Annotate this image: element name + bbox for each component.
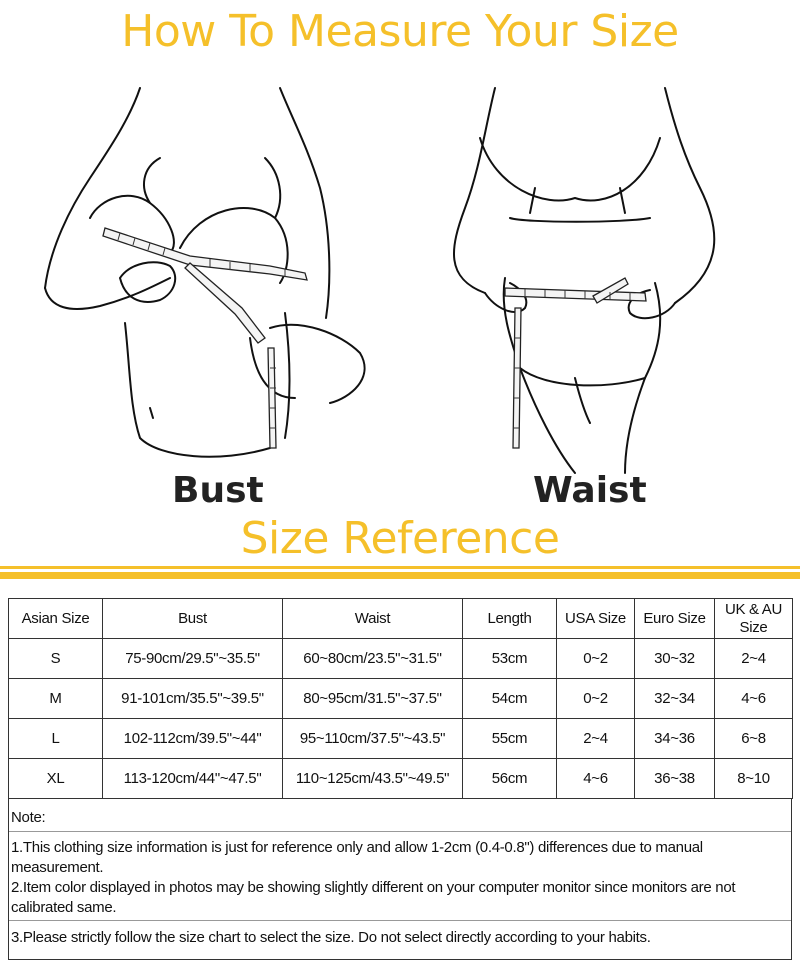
- table-cell: 110~125cm/43.5"~49.5": [283, 759, 463, 799]
- table-cell: 75-90cm/29.5"~35.5": [103, 639, 283, 679]
- table-cell: 8~10: [715, 759, 793, 799]
- table-cell: 54cm: [463, 679, 557, 719]
- column-header: UK & AU Size: [715, 599, 793, 639]
- table-cell: 4~6: [715, 679, 793, 719]
- table-cell: 2~4: [557, 719, 635, 759]
- table-cell: 80~95cm/31.5"~37.5": [283, 679, 463, 719]
- column-header: Asian Size: [9, 599, 103, 639]
- column-header: Waist: [283, 599, 463, 639]
- table-cell: L: [9, 719, 103, 759]
- table-row: [9, 679, 793, 719]
- table-cell: 55cm: [463, 719, 557, 759]
- bust-caption: Bust: [172, 470, 264, 511]
- table-cell: M: [9, 679, 103, 719]
- page-title: How To Measure Your Size: [121, 6, 679, 57]
- table-cell: 95~110cm/37.5"~43.5": [283, 719, 463, 759]
- table-cell: 113-120cm/44"~47.5": [103, 759, 283, 799]
- table-cell: 36~38: [635, 759, 715, 799]
- column-header: Bust: [103, 599, 283, 639]
- divider-thin: [0, 566, 800, 569]
- notes-divider: [9, 920, 791, 921]
- column-header: Euro Size: [635, 599, 715, 639]
- table-cell: 53cm: [463, 639, 557, 679]
- notes-heading: Note:: [11, 809, 46, 826]
- note-item: 2.Item color displayed in photos may be showing slightly different on your computer monitor since monitors are not calibrated same.: [11, 879, 736, 916]
- notes-divider: [9, 831, 791, 832]
- notes-box: [8, 798, 792, 960]
- table-cell: 32~34: [635, 679, 715, 719]
- note-item: 3.Please strictly follow the size chart to select the size. Do not select directly according to your habits.: [11, 929, 651, 946]
- note-item: 1.This clothing size information is just for reference only and allow 1-2cm (0.4-0.8") differences due to manual measurement.: [11, 839, 703, 876]
- divider-thick: [0, 572, 800, 579]
- table-row: [9, 719, 793, 759]
- table-row: [9, 759, 793, 799]
- table-cell: 60~80cm/23.5"~31.5": [283, 639, 463, 679]
- table-cell: 34~36: [635, 719, 715, 759]
- size-reference-title: Size Reference: [240, 513, 560, 564]
- column-header: Length: [463, 599, 557, 639]
- table-cell: 0~2: [557, 679, 635, 719]
- waist-caption: Waist: [533, 470, 647, 511]
- table-cell: XL: [9, 759, 103, 799]
- table-header-row: [9, 599, 793, 639]
- bust-measure-illustration-icon: [30, 78, 390, 478]
- table-cell: 56cm: [463, 759, 557, 799]
- table-cell: S: [9, 639, 103, 679]
- table-cell: 6~8: [715, 719, 793, 759]
- table-cell: 0~2: [557, 639, 635, 679]
- size-table: [8, 598, 793, 799]
- table-cell: 2~4: [715, 639, 793, 679]
- column-header: USA Size: [557, 599, 635, 639]
- waist-measure-illustration-icon: [425, 78, 765, 478]
- table-cell: 4~6: [557, 759, 635, 799]
- table-cell: 91-101cm/35.5"~39.5": [103, 679, 283, 719]
- table-cell: 30~32: [635, 639, 715, 679]
- table-cell: 102-112cm/39.5"~44": [103, 719, 283, 759]
- table-row: [9, 639, 793, 679]
